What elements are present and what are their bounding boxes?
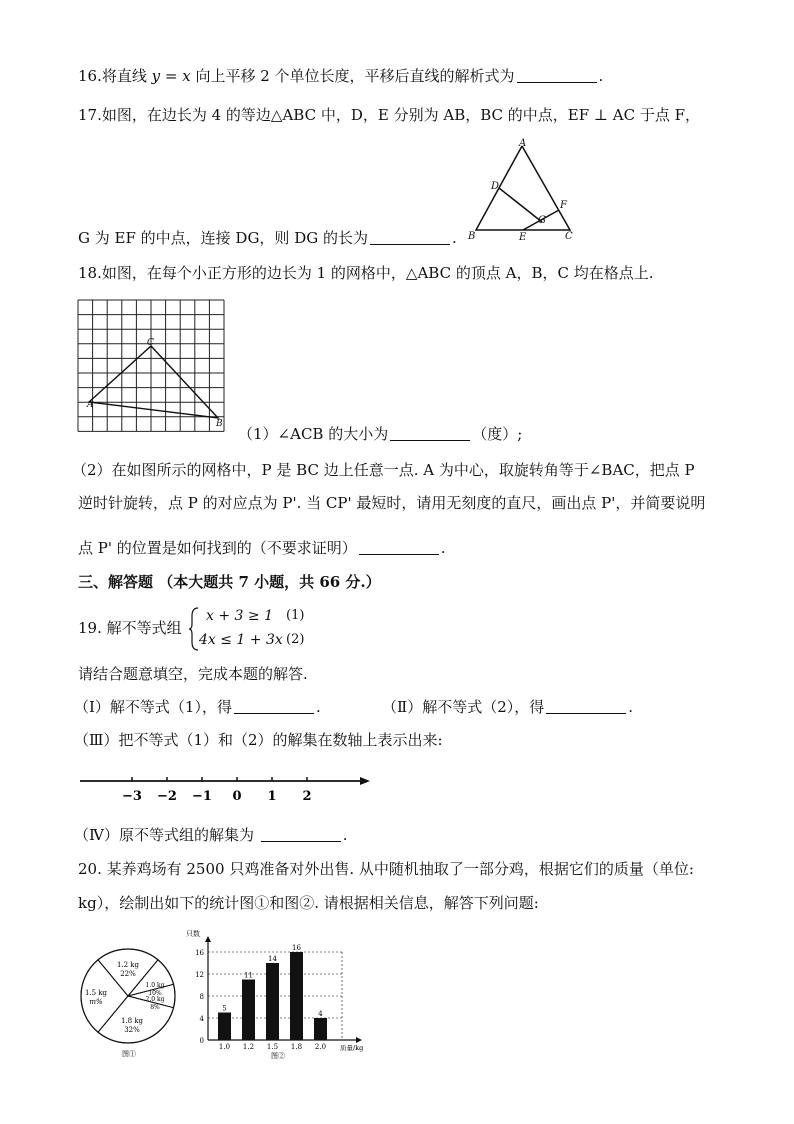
axis-tick-label: 2 (302, 789, 312, 804)
label-b: B (468, 231, 476, 242)
q18-part1-text: （1）∠ACB 的大小为 (238, 425, 389, 443)
pie-slice-label: 2.0 kg (145, 996, 165, 1003)
q16-text-a: 16.将直线 (78, 67, 152, 85)
axis-tick-label: −2 (157, 789, 177, 804)
x-tick-label: 1.0 (218, 1043, 231, 1051)
q19-step2-blank[interactable] (546, 699, 626, 714)
y-tick-label: 0 (199, 1037, 204, 1045)
label-d: D (491, 181, 500, 192)
x-tick-label: 2.0 (314, 1043, 327, 1051)
bar-chart-figure-2 (186, 928, 382, 1060)
q18-end: . (440, 539, 446, 557)
y-axis-label: 只数 (186, 930, 200, 938)
label-c: C (565, 231, 573, 242)
q20-line1: 20. 某养鸡场有 2500 只鸡准备对外出售. 从中随机抽取了一部分鸡，根据它们的质量（单位: (78, 860, 694, 878)
bar-value-label: 4 (318, 1010, 323, 1018)
bar (314, 1018, 327, 1040)
axis-tick-label: 1 (267, 789, 277, 804)
q17-triangle-figure (462, 138, 582, 246)
section-3-title: 三、解答题 （本大题共 7 小题，共 66 分.） (78, 573, 381, 591)
pie-caption: 图① (122, 1050, 136, 1058)
x-tick-label: 1.8 (290, 1043, 303, 1051)
q18-part2-blank[interactable] (359, 540, 439, 555)
bar-caption: 图② (271, 1052, 285, 1060)
q16-text-b: 向上平移 2 个单位长度，平移后直线的解析式为 (190, 67, 515, 85)
segment-dg (499, 188, 542, 222)
x-tick-label: 1.2 (242, 1043, 255, 1051)
q16-formula: y = x (151, 67, 191, 85)
q18-part1 (238, 424, 522, 444)
pie-slice-value: 8% (150, 1004, 160, 1011)
q19-step4-blank[interactable] (261, 827, 341, 842)
y-axis-arrow (205, 936, 211, 942)
bar (218, 1013, 231, 1041)
q17-line2 (78, 228, 457, 248)
q19-step4-text: （Ⅳ）原不等式组的解集为 (74, 826, 259, 844)
q19-step4-end: . (342, 826, 348, 844)
q19-step2 (382, 697, 633, 717)
q19-inequality-2-num: (2) (286, 632, 305, 647)
bar (242, 980, 255, 1041)
q18-grid-figure (76, 298, 236, 440)
pie-slice-label: 1.0 kg (145, 982, 165, 989)
pie-slice-label: 1.5 kg (84, 989, 108, 997)
x-axis-label: 质量/kg (340, 1044, 364, 1052)
q19-inequality-1-num: (1) (286, 608, 305, 623)
q17-answer-blank[interactable] (370, 230, 450, 245)
pie-slice-value: m% (89, 998, 103, 1006)
label-g: G (538, 215, 546, 226)
label-e: E (519, 232, 527, 243)
x-axis-arrow (356, 1037, 362, 1043)
q19-step1-blank[interactable] (234, 699, 314, 714)
q18-part2-line3-text: 点 P' 的位置是如何找到的（不要求证明） (78, 539, 357, 557)
axis-tick-label: −1 (192, 789, 212, 804)
grid-label-a: A (87, 400, 94, 410)
q19-step2-end: . (628, 698, 634, 716)
q18-part1-blank[interactable] (390, 426, 470, 441)
pie-slice-label: 1.8 kg (120, 1017, 144, 1025)
pie-slice-label: 1.2 kg (116, 961, 140, 969)
q18-part2-line2: 逆时针旋转，点 P 的对应点为 P'. 当 CP' 最短时，请用无刻度的直尺，画出点 P'，并简要说明 (78, 494, 706, 512)
label-f: F (560, 200, 567, 211)
triangle-abc-grid (89, 346, 218, 418)
y-tick-label: 16 (195, 949, 204, 957)
x-tick-label: 1.5 (266, 1043, 279, 1051)
q18-part2-line3 (78, 538, 446, 558)
pie-chart-figure-1 (76, 948, 184, 1060)
bar (290, 952, 303, 1040)
q17-line1: 17.如图，在边长为 4 的等边△ABC 中，D，E 分别为 AB，BC 的中点，EF ⊥ AC 于点 F， (78, 106, 701, 124)
bar-value-label: 16 (292, 944, 301, 952)
q17-line2-text: G 为 EF 的中点，连接 DG，则 DG 的长为 (78, 229, 368, 247)
q19-step2-text: （Ⅱ）解不等式（2），得 (382, 698, 545, 716)
q18-part1-unit: （度）; (472, 425, 523, 443)
q19-inequality-2: 4x ≤ 1 + 3x (199, 632, 283, 648)
y-tick-label: 12 (195, 971, 204, 979)
axis-tick-label: 0 (232, 789, 242, 804)
q16-end: . (598, 67, 604, 85)
bar (266, 963, 279, 1040)
q19-step3: （Ⅲ）把不等式（1）和（2）的解集在数轴上表示出来: (74, 731, 443, 749)
bar-value-label: 11 (244, 971, 253, 980)
q19-inequality-1: x + 3 ≥ 1 (206, 608, 273, 624)
pie-slice-value: 10% (148, 990, 162, 997)
label-a: A (519, 138, 527, 149)
grid-label-c: C (147, 338, 154, 348)
grid-label-b: B (216, 419, 223, 429)
q19-intro: 19. 解不等式组 (78, 619, 182, 637)
q19-instruction: 请结合题意填空，完成本题的解答. (78, 665, 308, 683)
q19-step1-end: . (315, 698, 321, 716)
q20-line2: kg），绘制出如下的统计图①和图②. 请根据相关信息，解答下列问题: (78, 894, 539, 912)
axis-tick-label: −3 (122, 789, 142, 804)
q19-step1 (74, 697, 321, 717)
q18-line1: 18.如图，在每个小正方形的边长为 1 的网格中，△ABC 的顶点 A，B，C 均在格点上. (78, 264, 654, 282)
y-tick-label: 8 (199, 993, 204, 1001)
bar-value-label: 14 (268, 955, 277, 963)
bar-value-label: 5 (222, 1004, 227, 1013)
q17-end: . (451, 229, 457, 247)
pie-slice-value: 32% (124, 1026, 140, 1034)
y-tick-label: 4 (199, 1015, 204, 1023)
q19-step4 (74, 825, 348, 845)
q19-number-line (76, 770, 376, 804)
pie-slice-value: 22% (120, 970, 136, 978)
q19-step1-text: （Ⅰ）解不等式（1），得 (74, 698, 232, 716)
question-16 (78, 66, 603, 86)
q18-part2-line1: （2）在如图所示的网格中，P 是 BC 边上任意一点. A 为中心，取旋转角等于∠BAC，把点 P (72, 461, 695, 479)
q16-answer-blank[interactable] (517, 68, 597, 83)
